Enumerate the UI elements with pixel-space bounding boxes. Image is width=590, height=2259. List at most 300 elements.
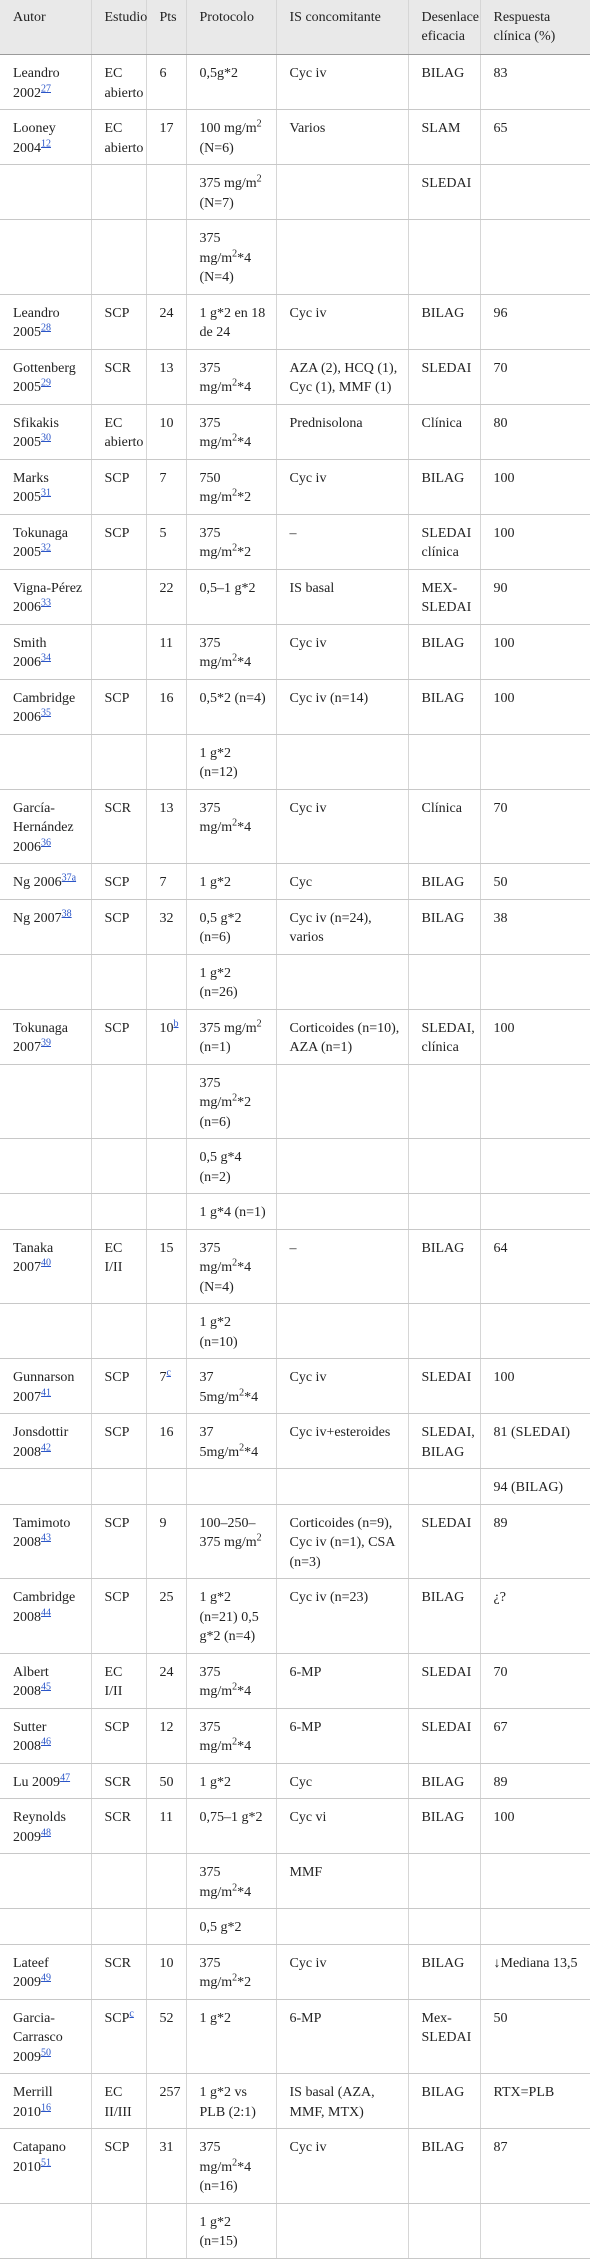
cell-text: 1 g*2 (n=21) 0,5 g*2 (n=4)	[199, 1590, 259, 1644]
cell-text: Smith 2006	[13, 635, 47, 670]
reference-link[interactable]: 31	[41, 487, 51, 499]
cell-text: 1 g*2	[199, 1774, 231, 1790]
pts-cell	[146, 899, 186, 954]
reference-link[interactable]: 34	[41, 652, 51, 664]
cell-text: MEX-SLEDAI	[421, 580, 472, 615]
desenlace-cell	[408, 1999, 480, 2074]
cell-text: Clínica	[421, 800, 462, 816]
pts-cell	[146, 349, 186, 404]
cell-text: *2	[237, 490, 252, 505]
cell-text: 7	[159, 470, 167, 486]
cell-text: *4	[237, 1739, 252, 1754]
estudio-cell	[91, 1763, 146, 1799]
cell-text: EC I/II	[104, 1664, 123, 1699]
estudio-cell	[91, 679, 146, 734]
cell-text: 90	[493, 580, 508, 596]
cell-text: SLEDAI clínica	[421, 525, 472, 560]
pts-cell	[146, 1504, 186, 1579]
cell-text: Cyc iv	[289, 66, 327, 81]
pts-cell	[146, 514, 186, 569]
cell-text: BILAG	[421, 910, 465, 926]
reference-link[interactable]: 29	[41, 377, 51, 389]
is-cell	[276, 1708, 408, 1763]
superscript: 2	[232, 1257, 238, 1269]
desenlace-cell	[408, 1304, 480, 1359]
cell-text: IS basal	[289, 580, 335, 596]
protocolo-cell	[186, 1763, 276, 1799]
cell-text: Cambridge 2008	[13, 1590, 76, 1625]
table-row	[0, 1854, 590, 1909]
cell-text: 22	[159, 580, 174, 596]
table-row	[0, 1799, 590, 1854]
cell-text: 0,5–1 g*2	[199, 580, 256, 596]
cell-text: BILAG	[421, 470, 465, 486]
respuesta-cell	[480, 1139, 590, 1194]
table-row	[0, 734, 590, 789]
protocolo-cell	[186, 2129, 276, 2204]
is-cell	[276, 899, 408, 954]
cell-text: Gunnarson 2007	[13, 1370, 75, 1405]
superscript: 2	[256, 118, 262, 130]
cell-text: 375 mg/m	[199, 525, 233, 560]
pts-cell	[146, 1909, 186, 1945]
cell-text: SCP	[104, 525, 130, 541]
reference-link[interactable]: 38	[61, 907, 72, 919]
respuesta-cell	[480, 110, 590, 165]
cell-text: SLEDAI	[421, 1515, 472, 1531]
cell-text: Cyc iv	[289, 1370, 327, 1385]
pts-cell	[146, 2203, 186, 2258]
protocolo-cell	[186, 1009, 276, 1064]
cell-text: Vigna-Pérez 2006	[13, 580, 83, 615]
autor-cell	[0, 110, 91, 165]
desenlace-cell	[408, 1763, 480, 1799]
cell-text: SCP	[104, 470, 130, 486]
is-cell	[276, 2129, 408, 2204]
desenlace-cell	[408, 1139, 480, 1194]
reference-link[interactable]: 40	[41, 1257, 51, 1269]
estudio-cell	[91, 1944, 146, 1999]
autor-cell	[0, 1799, 91, 1854]
respuesta-cell	[480, 1999, 590, 2074]
pts-cell	[146, 1763, 186, 1799]
superscript: 2	[256, 1017, 262, 1029]
table-row	[0, 55, 590, 110]
estudio-cell	[91, 1469, 146, 1505]
respuesta-cell	[480, 1909, 590, 1945]
autor-cell	[0, 1304, 91, 1359]
respuesta-cell	[480, 165, 590, 220]
is-cell	[276, 1304, 408, 1359]
is-cell	[276, 1763, 408, 1799]
estudio-cell	[91, 1304, 146, 1359]
table-row	[0, 1414, 590, 1469]
cell-text: 0,5 g*2	[199, 1920, 242, 1935]
cell-text: *4	[244, 1444, 259, 1460]
cell-text: Catapano 2010	[13, 2140, 66, 2175]
cell-text: Cyc iv	[289, 800, 327, 816]
table-row	[0, 1653, 590, 1708]
pts-cell	[146, 1579, 186, 1654]
protocolo-cell	[186, 514, 276, 569]
cell-text: 375 mg/m	[199, 635, 233, 670]
respuesta-cell	[480, 220, 590, 295]
pts-cell	[146, 2074, 186, 2129]
protocolo-cell	[186, 2203, 276, 2258]
cell-text: 6-MP	[289, 1664, 322, 1680]
cell-text: 100	[493, 470, 515, 486]
reference-link[interactable]: 39	[41, 1037, 51, 1049]
table-row	[0, 1009, 590, 1064]
cell-text: SCR	[104, 360, 131, 376]
pts-cell	[146, 404, 186, 459]
table-row	[0, 624, 590, 679]
cell-text: *4	[237, 820, 252, 835]
reference-link[interactable]: 46	[41, 1736, 51, 1748]
is-cell	[276, 1469, 408, 1505]
cell-text: SCR	[104, 1955, 131, 1971]
cell-text: 89	[493, 1774, 508, 1790]
cell-text: 1 g*2 en 18 de 24	[199, 305, 266, 340]
reference-link[interactable]: 32	[41, 542, 51, 554]
is-cell	[276, 1504, 408, 1579]
protocolo-cell	[186, 1944, 276, 1999]
cell-text: Leandro 2005	[13, 305, 60, 340]
protocolo-cell	[186, 1414, 276, 1469]
estudio-cell	[91, 220, 146, 295]
cell-text: 24	[159, 1664, 174, 1680]
cell-text: 1 g*2 (n=10)	[199, 1315, 238, 1350]
cell-text: 375 mg/m	[199, 1020, 257, 1036]
autor-cell	[0, 294, 91, 349]
is-cell	[276, 349, 408, 404]
reference-link[interactable]: 50	[41, 2046, 51, 2058]
pts-cell	[146, 954, 186, 1009]
reference-link[interactable]: 48	[41, 1826, 51, 1838]
estudio-cell	[91, 624, 146, 679]
desenlace-cell	[408, 1909, 480, 1945]
cell-text: 0,5 g*4 (n=2)	[199, 1150, 242, 1185]
estudio-cell	[91, 459, 146, 514]
cell-text: 1 g*4 (n=1)	[199, 1205, 266, 1220]
is-cell	[276, 165, 408, 220]
cell-text: BILAG	[421, 1810, 465, 1825]
reference-link[interactable]: b	[173, 1017, 179, 1029]
table-row	[0, 679, 590, 734]
estudio-cell	[91, 1854, 146, 1909]
cell-text: BILAG	[421, 875, 465, 890]
protocolo-cell	[186, 899, 276, 954]
cell-text: 6	[159, 66, 167, 81]
pts-cell	[146, 864, 186, 900]
reference-link[interactable]: 49	[41, 1972, 51, 1984]
autor-cell	[0, 1194, 91, 1230]
pts-cell	[146, 1304, 186, 1359]
protocolo-cell	[186, 404, 276, 459]
desenlace-cell	[408, 2129, 480, 2204]
reference-link[interactable]: 12	[41, 137, 51, 149]
cell-text: Prednisolona	[289, 415, 363, 431]
reference-link[interactable]: c	[166, 1367, 171, 1379]
cell-text: 50	[159, 1774, 174, 1790]
autor-cell	[0, 165, 91, 220]
header-autor: Autor	[0, 0, 91, 55]
superscript: 2	[239, 1441, 245, 1453]
pts-cell	[146, 294, 186, 349]
cell-text: ↓Mediana 13,5	[493, 1955, 578, 1971]
desenlace-cell	[408, 165, 480, 220]
cell-text: SLEDAI	[421, 360, 472, 376]
pts-cell	[146, 1708, 186, 1763]
protocolo-cell	[186, 1854, 276, 1909]
is-cell	[276, 1009, 408, 1064]
autor-cell	[0, 2074, 91, 2129]
pts-cell	[146, 1799, 186, 1854]
cell-text: SLEDAI, clínica	[421, 1020, 475, 1055]
estudio-cell	[91, 349, 146, 404]
respuesta-cell	[480, 1229, 590, 1304]
estudio-cell	[91, 1909, 146, 1945]
table-row	[0, 2203, 590, 2258]
cell-text: SCP	[104, 1590, 130, 1605]
is-cell	[276, 569, 408, 624]
protocolo-cell	[186, 55, 276, 110]
respuesta-cell	[480, 514, 590, 569]
cell-text: Cyc iv (n=24), varios	[289, 910, 372, 945]
header-pts: Pts	[146, 0, 186, 55]
respuesta-cell	[480, 1009, 590, 1064]
header-desenlace: Desenlace eficacia	[408, 0, 480, 55]
table-row	[0, 110, 590, 165]
estudio-cell	[91, 1414, 146, 1469]
cell-text: Cyc iv (n=23)	[289, 1590, 369, 1605]
autor-cell	[0, 679, 91, 734]
is-cell	[276, 1854, 408, 1909]
cell-text: Lateef 2009	[13, 1955, 49, 1990]
protocolo-cell	[186, 1708, 276, 1763]
respuesta-cell	[480, 679, 590, 734]
pts-cell	[146, 55, 186, 110]
cell-text: Cyc	[289, 1774, 313, 1790]
cell-text: BILAG	[421, 1955, 465, 1971]
estudio-cell	[91, 404, 146, 459]
reference-link[interactable]: 51	[41, 2156, 51, 2168]
autor-cell	[0, 2203, 91, 2258]
cell-text: Cyc iv+esteroides	[289, 1425, 391, 1440]
cell-text: *4	[237, 435, 252, 450]
cell-text: 50	[493, 875, 508, 890]
cell-text: SCP	[104, 1020, 130, 1036]
respuesta-cell	[480, 569, 590, 624]
cell-text: 6-MP	[289, 1719, 322, 1735]
pts-cell	[146, 165, 186, 220]
reference-link[interactable]: 16	[41, 2101, 51, 2113]
autor-cell	[0, 864, 91, 900]
estudio-cell	[91, 864, 146, 900]
estudio-cell	[91, 1009, 146, 1064]
desenlace-cell	[408, 220, 480, 295]
protocolo-cell	[186, 1653, 276, 1708]
cell-text: 16	[159, 690, 174, 706]
respuesta-cell	[480, 864, 590, 900]
is-cell	[276, 1799, 408, 1854]
cell-text: SCP	[104, 690, 130, 706]
cell-text: EC abierto	[104, 121, 144, 156]
cell-text: 375 mg/m	[199, 2140, 233, 2175]
cell-text: 67	[493, 1719, 508, 1735]
superscript: 2	[232, 1681, 238, 1693]
reference-link[interactable]: 33	[41, 597, 51, 609]
reference-link[interactable]: 47	[60, 1771, 71, 1783]
cell-text: 83	[493, 66, 508, 81]
cell-text: *4	[237, 655, 252, 670]
cell-text: *4	[237, 1684, 252, 1699]
cell-text: 375 mg/m	[199, 231, 233, 266]
respuesta-cell	[480, 2074, 590, 2129]
cell-text: 13	[159, 360, 174, 376]
autor-cell	[0, 1064, 91, 1139]
reference-link[interactable]: 36	[41, 836, 51, 848]
reference-link[interactable]: 27	[41, 82, 51, 94]
autor-cell	[0, 1653, 91, 1708]
table-row	[0, 220, 590, 295]
superscript: 2	[232, 1736, 238, 1748]
reference-link[interactable]: 44	[41, 1606, 51, 1618]
estudio-cell	[91, 1653, 146, 1708]
cell-text: 15	[159, 1240, 174, 1256]
protocolo-cell	[186, 1909, 276, 1945]
estudio-cell	[91, 294, 146, 349]
autor-cell	[0, 1009, 91, 1064]
cell-text: Albert 2008	[13, 1664, 49, 1699]
cell-text: 375 mg/m	[199, 360, 233, 395]
cell-text: *4	[237, 1884, 252, 1900]
reference-link[interactable]: 43	[41, 1532, 51, 1544]
table-row	[0, 1504, 590, 1579]
is-cell	[276, 864, 408, 900]
desenlace-cell	[408, 2074, 480, 2129]
cell-text: (N=6)	[199, 140, 234, 156]
cell-text: 12	[159, 1719, 174, 1735]
cell-text: SCR	[104, 1810, 131, 1825]
cell-text: 65	[493, 121, 508, 136]
cell-text: Cyc iv	[289, 305, 327, 321]
cell-text: ¿?	[493, 1590, 506, 1605]
pts-cell	[146, 1854, 186, 1909]
protocolo-cell	[186, 734, 276, 789]
cell-text: EC abierto	[104, 66, 144, 101]
pts-cell	[146, 789, 186, 864]
cell-text: 1 g*2	[199, 2010, 231, 2026]
table-row	[0, 789, 590, 864]
table-row	[0, 1064, 590, 1139]
cell-text: 17	[159, 121, 174, 136]
cell-text: Cyc iv	[289, 635, 327, 651]
cell-text: SCR	[104, 1774, 131, 1790]
estudio-cell	[91, 1504, 146, 1579]
reference-link[interactable]: 42	[41, 1441, 51, 1453]
cell-text: Corticoides (n=9), Cyc iv (n=1), CSA (n=3)	[289, 1515, 395, 1570]
estudio-cell	[91, 1999, 146, 2074]
estudio-cell	[91, 1708, 146, 1763]
table-row	[0, 2129, 590, 2204]
respuesta-cell	[480, 1653, 590, 1708]
table-row	[0, 294, 590, 349]
autor-cell	[0, 1139, 91, 1194]
autor-cell	[0, 569, 91, 624]
is-cell	[276, 2203, 408, 2258]
superscript: 2	[232, 1092, 238, 1104]
pts-cell	[146, 1469, 186, 1505]
reference-link[interactable]: 35	[41, 707, 51, 719]
autor-cell	[0, 954, 91, 1009]
pts-cell	[146, 1944, 186, 1999]
cell-text: Tokunaga 2005	[13, 525, 69, 560]
protocolo-cell	[186, 459, 276, 514]
cell-text: 1 g*2 (n=12)	[199, 745, 238, 780]
cell-text: 0,5g*2	[199, 66, 238, 81]
cell-text: 6-MP	[289, 2010, 322, 2026]
cell-text: García-Hernández 2006	[13, 800, 74, 855]
cell-text: 80	[493, 415, 508, 431]
cell-text: MMF	[289, 1865, 323, 1880]
superscript: 2	[232, 1881, 238, 1893]
reference-link[interactable]: 41	[41, 1386, 51, 1398]
reference-link[interactable]: 37a	[61, 872, 77, 884]
is-cell	[276, 55, 408, 110]
desenlace-cell	[408, 569, 480, 624]
protocolo-cell	[186, 349, 276, 404]
desenlace-cell	[408, 349, 480, 404]
autor-cell	[0, 1229, 91, 1304]
autor-cell	[0, 1944, 91, 1999]
respuesta-cell	[480, 789, 590, 864]
table-row	[0, 1909, 590, 1945]
cell-text: Tanaka 2007	[13, 1240, 54, 1275]
superscript: 2	[239, 1386, 245, 1398]
cell-text: 37 5mg/m	[199, 1425, 240, 1460]
is-cell	[276, 1579, 408, 1654]
reference-link[interactable]: 45	[41, 1681, 51, 1693]
estudio-cell	[91, 110, 146, 165]
reference-link[interactable]: c	[129, 2007, 134, 2019]
autor-cell	[0, 1999, 91, 2074]
is-cell	[276, 404, 408, 459]
pts-cell	[146, 1194, 186, 1230]
cell-text: 11	[159, 1810, 173, 1825]
cell-text: –	[289, 1240, 297, 1256]
reference-link[interactable]: 30	[41, 432, 51, 444]
desenlace-cell	[408, 1194, 480, 1230]
header-respuesta: Respuesta clínica (%)	[480, 0, 590, 55]
cell-text: 50	[493, 2010, 508, 2026]
respuesta-cell	[480, 1194, 590, 1230]
table-row	[0, 1579, 590, 1654]
reference-link[interactable]: 28	[41, 322, 51, 334]
is-cell	[276, 734, 408, 789]
desenlace-cell	[408, 1359, 480, 1414]
table-row	[0, 1944, 590, 1999]
cell-text: Cyc vi	[289, 1810, 327, 1825]
protocolo-cell	[186, 2074, 276, 2129]
cell-text: Sutter 2008	[13, 1719, 47, 1754]
cell-text: 375 mg/m	[199, 1664, 233, 1699]
is-cell	[276, 2074, 408, 2129]
superscript: 2	[232, 377, 238, 389]
cell-text: BILAG	[421, 1240, 465, 1256]
cell-text: BILAG	[421, 66, 465, 81]
cell-text: Ng 2006	[13, 875, 62, 890]
